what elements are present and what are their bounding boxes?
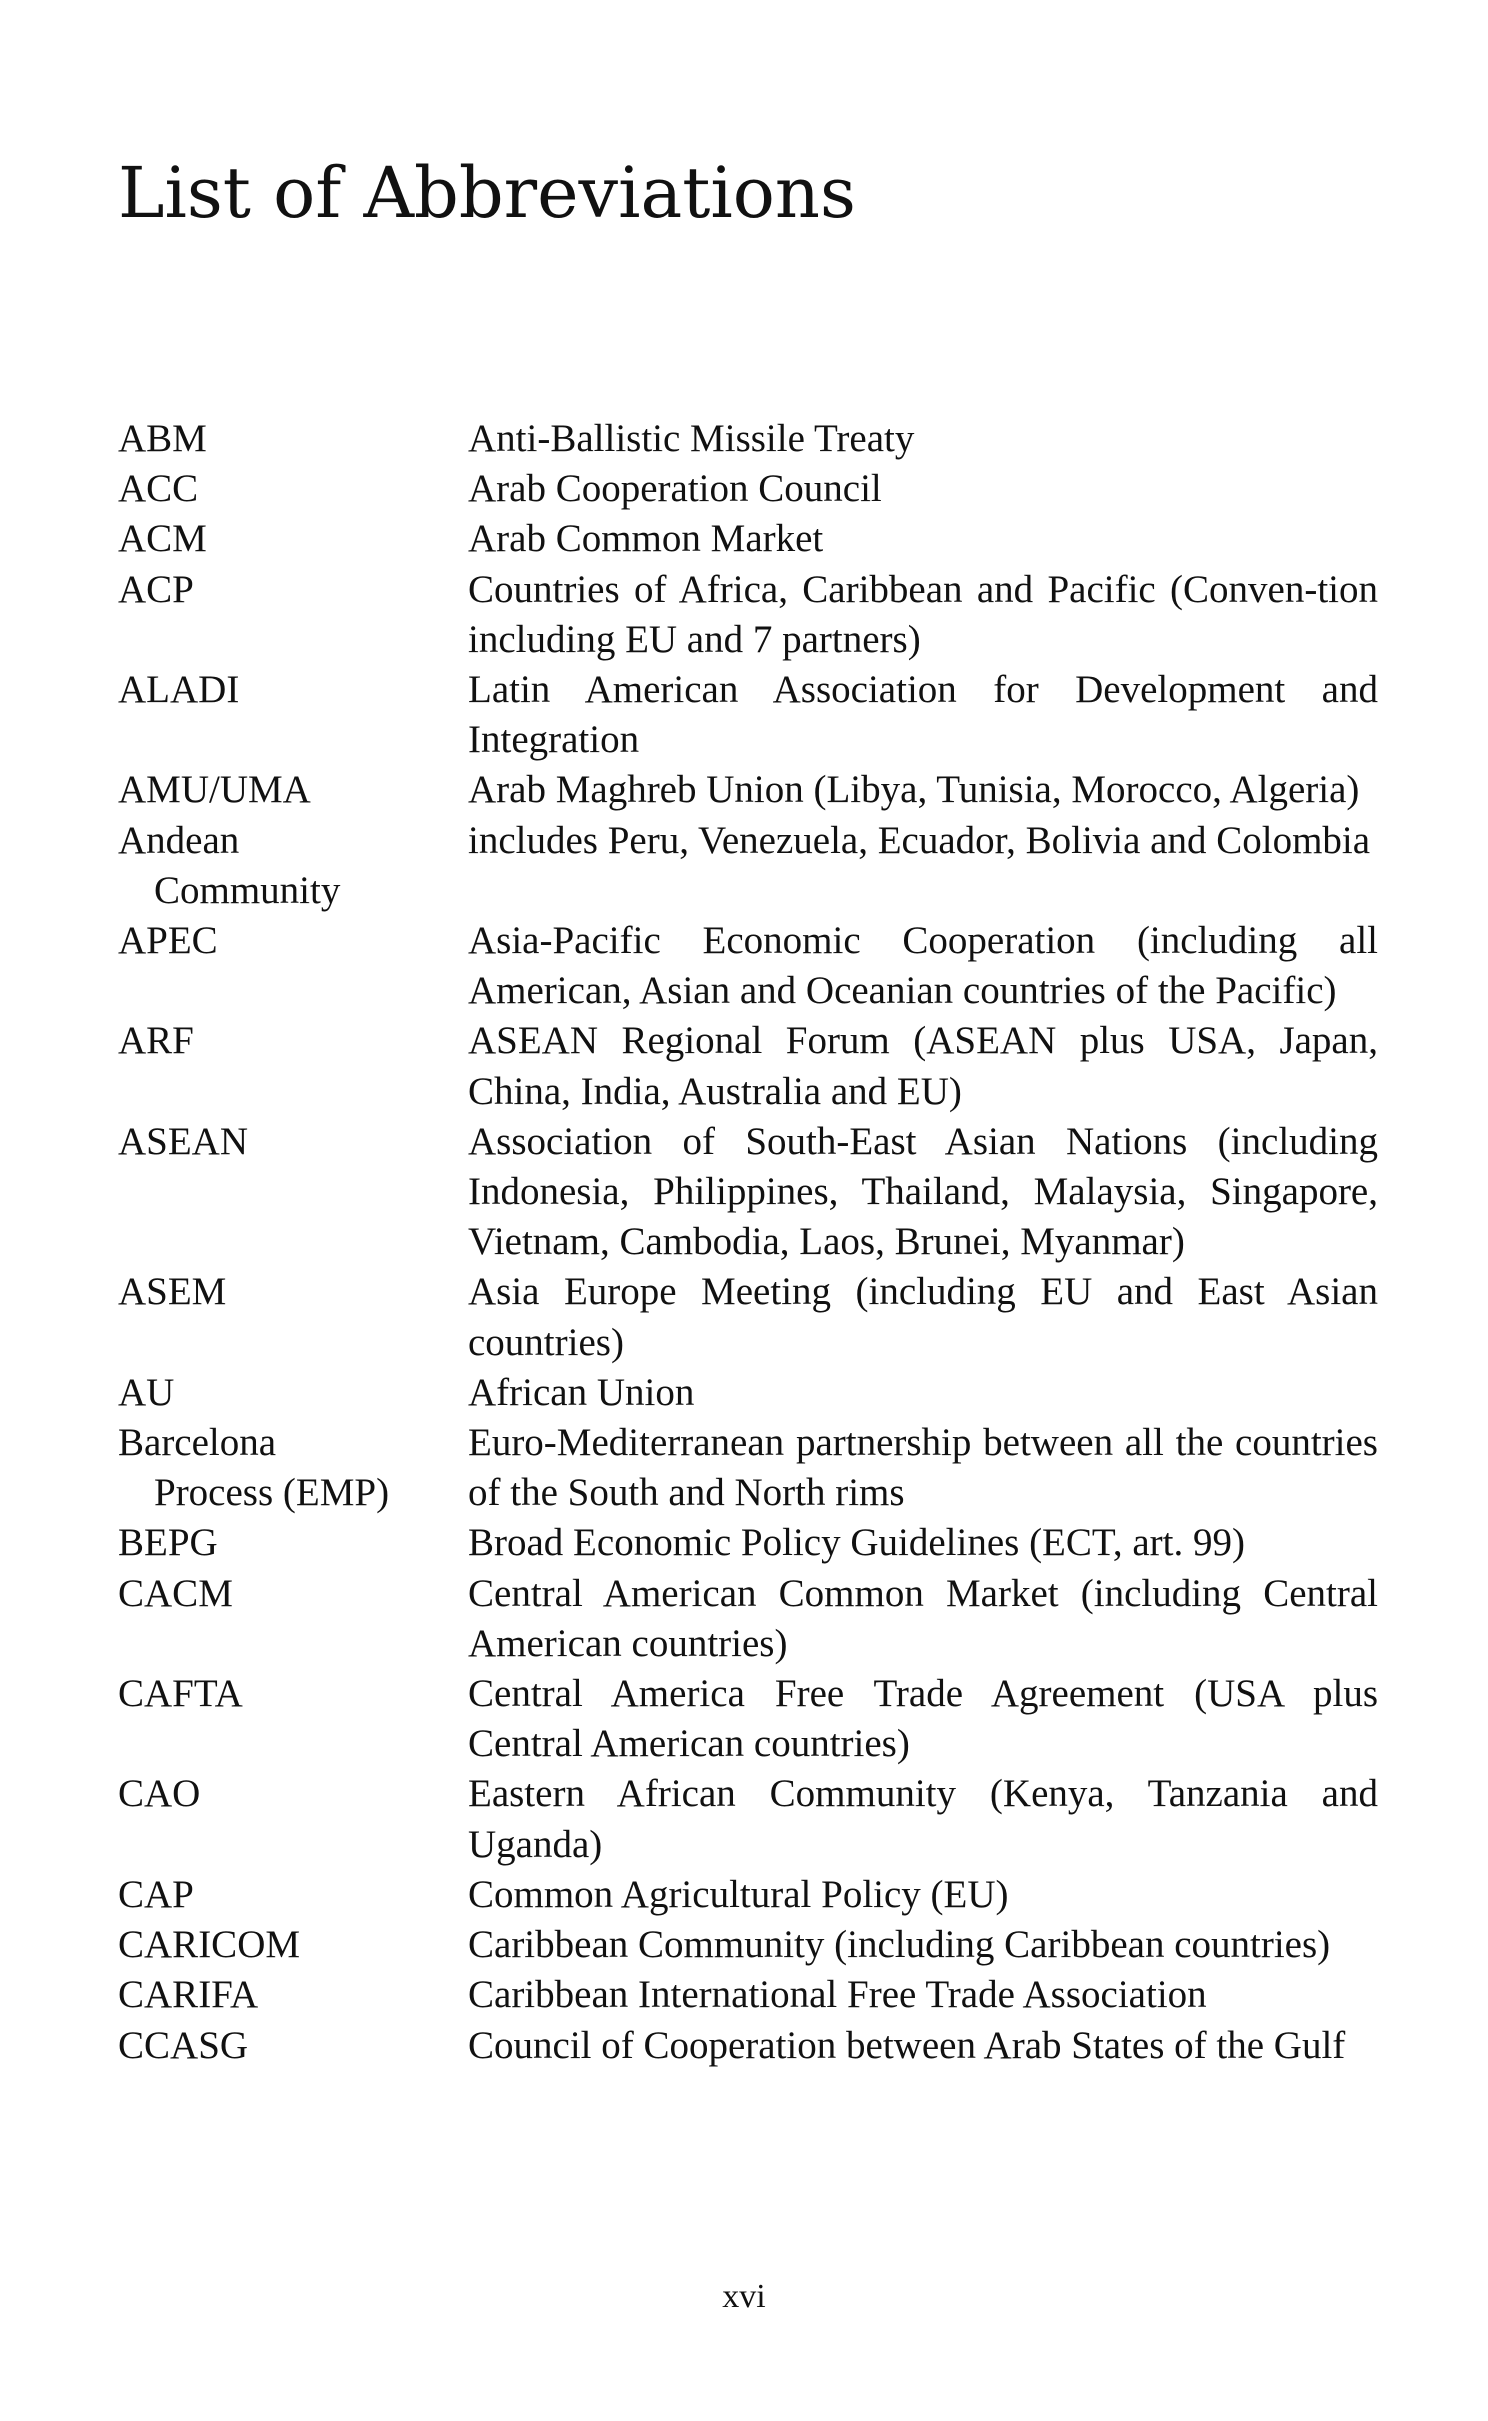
abbreviation-entry — [118, 1870, 1378, 1920]
abbreviation-list — [118, 414, 1378, 2071]
abbreviation-entry — [118, 1016, 1378, 1116]
page-title: List of Abbreviations — [118, 152, 856, 234]
page-number: xvi — [722, 2278, 766, 2315]
abbreviation-entry — [118, 1669, 1378, 1769]
abbreviation-definition: Arab Maghreb Union (Libya, Tunisia, Morocco, Algeria) — [468, 768, 1360, 812]
abbreviation-term: Andean — [118, 818, 240, 862]
abbreviation-term: ARF — [118, 1019, 194, 1063]
abbreviation-definition: Anti-Ballistic Missile Treaty — [468, 417, 915, 460]
abbreviation-definition: Caribbean Community (including Caribbean countries) — [468, 1923, 1331, 1967]
abbreviation-definition: Asia Europe Meeting (including EU and East Asian countries) — [468, 1270, 1378, 1364]
abbreviation-definition: Eastern African Community (Kenya, Tanzania and Uganda) — [468, 1772, 1378, 1866]
abbreviation-definition: Central American Common Market (including Central American countries) — [468, 1571, 1378, 1665]
abbreviation-definition: Latin American Association for Development and Integration — [468, 668, 1378, 762]
abbreviation-term: CARICOM — [118, 1923, 301, 1967]
abbreviation-definition: Countries of Africa, Caribbean and Pacific (Conven-tion including EU and 7 partners) — [468, 567, 1378, 661]
abbreviation-term: CAFTA — [118, 1672, 243, 1716]
abbreviation-entry — [118, 1769, 1378, 1869]
abbreviation-entry — [118, 1418, 1378, 1518]
abbreviation-term-continuation: Process (EMP) — [154, 1471, 390, 1515]
abbreviation-entry — [118, 565, 1378, 665]
abbreviation-term: CACM — [118, 1571, 233, 1615]
abbreviation-term-wrapped — [118, 816, 468, 916]
abbreviation-definition: ASEAN Regional Forum (ASEAN plus USA, Japan, China, India, Australia and EU) — [468, 1019, 1378, 1113]
abbreviation-definition: Broad Economic Policy Guidelines (ECT, art. 99) — [468, 1521, 1245, 1565]
abbreviation-term: ASEM — [118, 1270, 227, 1314]
abbreviation-entry — [118, 464, 1378, 514]
abbreviation-definition: Arab Cooperation Council — [468, 467, 882, 511]
abbreviation-entry — [118, 2021, 1378, 2071]
abbreviation-term: ABM — [118, 417, 207, 460]
abbreviation-term: ASEAN — [118, 1119, 249, 1163]
abbreviation-entry — [118, 1368, 1378, 1418]
abbreviation-term: AMU/UMA — [118, 768, 311, 812]
abbreviation-term: CCASG — [118, 2023, 249, 2067]
abbreviation-entry — [118, 1970, 1378, 2020]
abbreviation-definition: Central America Free Trade Agreement (USA plus Central American countries) — [468, 1672, 1378, 1766]
abbreviation-term: Barcelona — [118, 1421, 277, 1465]
abbreviation-term: ACP — [118, 567, 194, 611]
abbreviation-entry — [118, 916, 1378, 1016]
abbreviation-term: APEC — [118, 919, 218, 963]
abbreviation-entry — [118, 816, 1378, 916]
abbreviation-definition: Common Agricultural Policy (EU) — [468, 1872, 1009, 1916]
abbreviation-definition: Caribbean International Free Trade Association — [468, 1973, 1207, 2017]
abbreviation-term-continuation: Community — [154, 868, 341, 912]
abbreviation-term: CARIFA — [118, 1973, 259, 2017]
abbreviation-term: ACM — [118, 517, 207, 561]
abbreviation-term: AU — [118, 1370, 175, 1414]
abbreviation-entry — [118, 1920, 1378, 1970]
abbreviation-entry — [118, 1117, 1378, 1268]
abbreviation-definition: Council of Cooperation between Arab States of the Gulf — [468, 2023, 1346, 2067]
abbreviation-term: CAO — [118, 1772, 201, 1816]
abbreviation-term: ACC — [118, 467, 199, 511]
abbreviation-definition: Asia-Pacific Economic Cooperation (including all American, Asian and Oceanian countries of the Pacific) — [468, 919, 1378, 1013]
abbreviation-entry — [118, 765, 1378, 815]
abbreviation-entry — [118, 1267, 1378, 1367]
abbreviation-definition: Arab Common Market — [468, 517, 824, 561]
abbreviation-definition: includes Peru, Venezuela, Ecuador, Bolivia and Colombia — [468, 818, 1371, 862]
abbreviation-term: BEPG — [118, 1521, 218, 1565]
abbreviation-entry — [118, 665, 1378, 765]
abbreviation-definition: African Union — [468, 1370, 695, 1414]
abbreviation-term: CAP — [118, 1872, 194, 1916]
abbreviation-entry — [118, 1569, 1378, 1669]
abbreviation-term-wrapped — [118, 1418, 468, 1518]
abbreviation-entry — [118, 1518, 1378, 1568]
abbreviation-definition: Association of South-East Asian Nations (including Indonesia, Philippines, Thailand, Malaysia, Singapore, Vietnam, Cambodia, Laos, Brunei, Myanmar) — [468, 1119, 1378, 1264]
abbreviation-entry — [118, 514, 1378, 564]
abbreviation-definition: Euro-Mediterranean partnership between all the countries of the South and North rims — [468, 1421, 1378, 1515]
abbreviation-term: ALADI — [118, 668, 240, 712]
abbreviation-entry — [118, 414, 1378, 464]
